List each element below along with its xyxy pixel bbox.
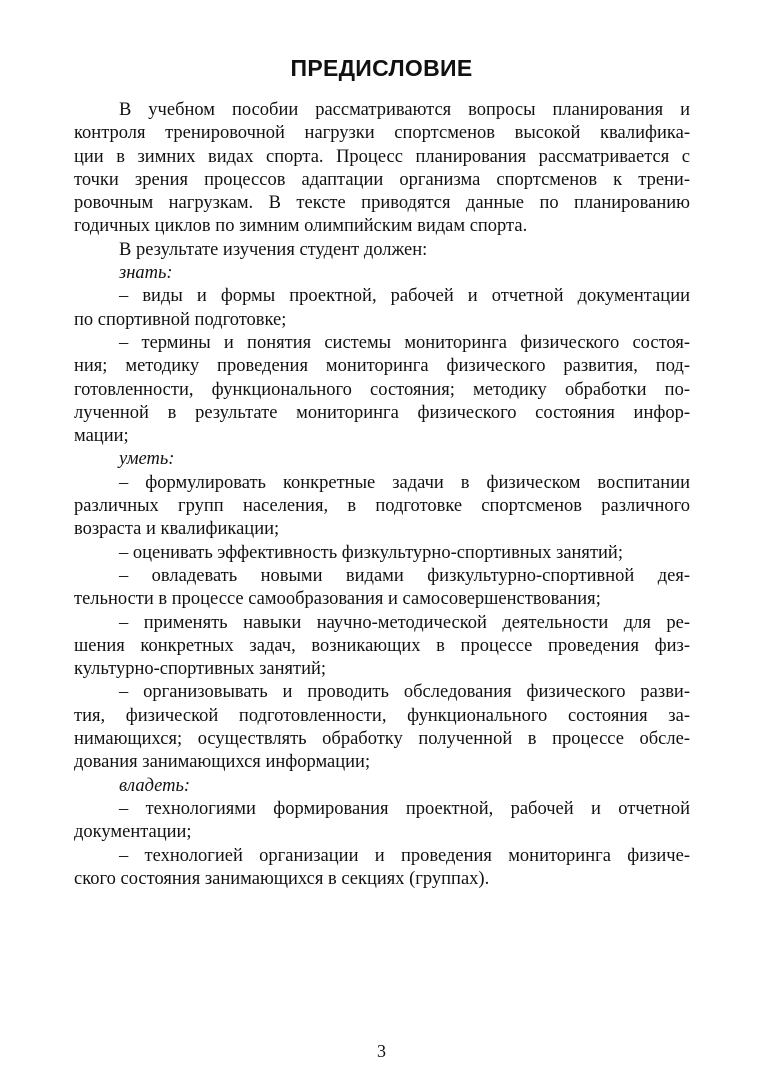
list-item-line: дования занимающихся информации; bbox=[74, 752, 371, 773]
text-line: точки зрения процессов адаптации организма спортсменов к трени- bbox=[74, 169, 690, 190]
list-item-line: шения конкретных задач, возникающих в процессе проведения физ- bbox=[74, 635, 690, 656]
text-line: В результате изучения студент должен: bbox=[119, 239, 428, 260]
text-line: В учебном пособии рассматриваются вопросы планирования и bbox=[119, 100, 690, 120]
list-item-line: – технологиями формирования проектной, рабочей и отчетной bbox=[119, 798, 690, 819]
list-item-line: – виды и формы проектной, рабочей и отчетной документации bbox=[119, 286, 690, 307]
list-item-line: ского состояния занимающихся в секциях (группах). bbox=[74, 868, 490, 889]
list-item-line: нимающихся; осуществлять обработку полученной в процессе обсле- bbox=[74, 729, 690, 750]
section-label-be-able: уметь: bbox=[119, 449, 175, 470]
list-item-line: готовленности, функционального состояния; методику обработки по- bbox=[74, 379, 690, 400]
list-item-line: – организовывать и проводить обследования физического разви- bbox=[119, 682, 690, 703]
list-item-line: ния; методику проведения мониторинга физического развития, под- bbox=[74, 356, 690, 377]
list-item-line: различных групп населения, в подготовке спортсменов различного bbox=[74, 496, 690, 517]
text-line: контроля тренировочной нагрузки спортсменов высокой квалифика- bbox=[74, 123, 690, 144]
list-item-line: – технологией организации и проведения мониторинга физиче- bbox=[119, 845, 690, 866]
list-item-line: тельности в процессе самообразования и самосовершенствования; bbox=[74, 589, 601, 610]
list-item-line: лученной в результате мониторинга физического состояния инфор- bbox=[74, 402, 690, 423]
list-item-line: документации; bbox=[74, 822, 192, 843]
text-line: ровочным нагрузкам. В тексте приводятся данные по планированию bbox=[74, 193, 690, 214]
list-item-line: – применять навыки научно-методической деятельности для ре- bbox=[119, 612, 690, 633]
list-item-line: возраста и квалификации; bbox=[74, 519, 280, 540]
text-line: ции в зимних видах спорта. Процесс планирования рассматривается с bbox=[74, 146, 690, 167]
list-item-line: культурно-спортивных занятий; bbox=[74, 659, 327, 680]
text-line: годичных циклов по зимним олимпийским видам спорта. bbox=[74, 216, 528, 237]
list-item-line: тия, физической подготовленности, функционального состояния за- bbox=[74, 705, 690, 726]
page-title: ПРЕДИСЛОВИЕ bbox=[290, 55, 473, 81]
list-item-line: – оценивать эффективность физкультурно-спортивных занятий; bbox=[119, 542, 623, 563]
preface-text bbox=[74, 99, 690, 891]
page-number: 3 bbox=[377, 1041, 386, 1061]
section-label-master: владеть: bbox=[119, 775, 191, 796]
section-label-know: знать: bbox=[119, 263, 173, 284]
list-item-line: – овладевать новыми видами физкультурно-спортивной дея- bbox=[119, 565, 690, 586]
list-item-line: мации; bbox=[74, 426, 129, 447]
list-item-line: – термины и понятия системы мониторинга физического состоя- bbox=[119, 332, 690, 353]
list-item-line: – формулировать конкретные задачи в физическом воспитании bbox=[119, 472, 690, 493]
list-item-line: по спортивной подготовке; bbox=[74, 309, 287, 330]
